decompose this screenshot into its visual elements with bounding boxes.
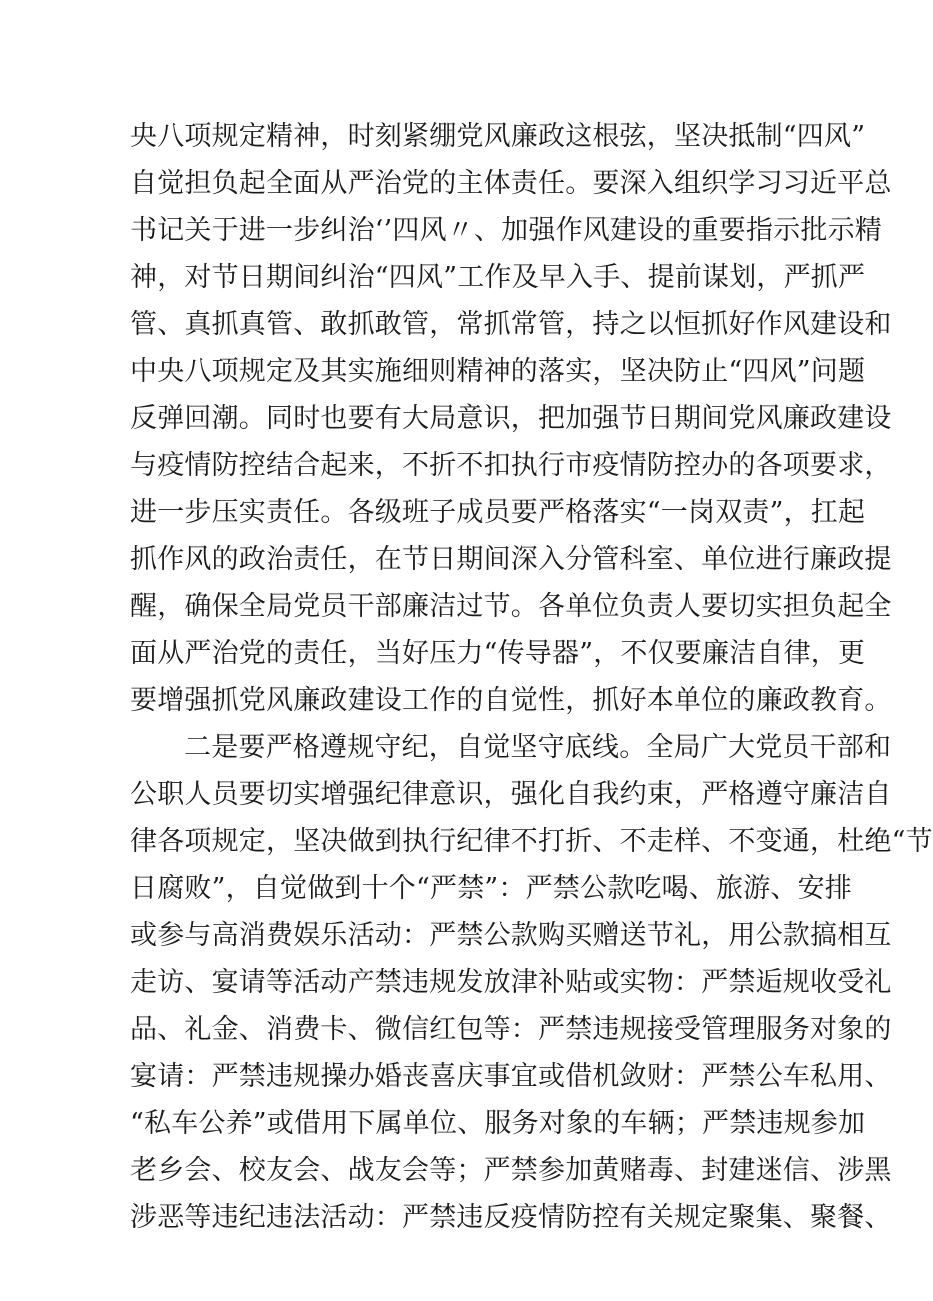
text-line: 品、礼金、消费卡、微信红包等：严禁违规接受管理服务对象的 bbox=[130, 1014, 892, 1045]
text-line: 醒，确保全局党员干部廉洁过节。各单位负责人要切实担负起全 bbox=[130, 591, 892, 622]
text-line: 抓作风的政治责任，在节日期间深入分管科室、单位进行廉政提 bbox=[130, 544, 892, 575]
text-line: 与疫情防控结合起来，不折不扣执行市疫情防控办的各项要求， bbox=[130, 450, 892, 481]
text-line: “私车公养”或借用下属单位、服务对象的车辆；严禁违规参加 bbox=[130, 1108, 866, 1139]
paragraph-start-line: 二是要严格遵规守纪，自觉坚守底线。全局广大党员干部和 bbox=[184, 732, 892, 763]
text-line: 面从严治党的责任，当好压力“传导器”，不仅要廉洁自律，更 bbox=[130, 638, 866, 669]
text-line: 老乡会、校友会、战友会等；严禁参加黄赌毒、封建迷信、涉黑 bbox=[130, 1155, 892, 1186]
text-line: 宴请：严禁违规操办婚丧喜庆事宜或借机敛财：严禁公车私用、 bbox=[130, 1061, 892, 1092]
text-line: 涉恶等违纪违法活动：严禁违反疫情防控有关规定聚集、聚餐、 bbox=[130, 1202, 892, 1233]
text-line: 日腐败”，自觉做到十个“严禁”：严禁公款吃喝、旅游、安排 bbox=[130, 873, 853, 904]
body-text bbox=[130, 113, 933, 1241]
text-line: 进一步压实责任。各级班子成员要严格落实“一岗双责”，扛起 bbox=[130, 497, 866, 528]
text-line: 公职人员要切实增强纪律意识，强化自我约束，严格遵守廉洁自 bbox=[130, 779, 892, 810]
text-line: 要增强抓党风廉政建设工作的自觉性，抓好本单位的廉政教育。 bbox=[130, 685, 892, 716]
text-line: 走访、宴请等活动产禁违规发放津补贴或实物：严禁逅规收受礼 bbox=[130, 967, 892, 998]
text-line: 书记关于进一步纠治‘’四风〃、加强作风建设的重要指示批示精 bbox=[130, 215, 882, 246]
text-line: 央八项规定精神，时刻紧绷党风廉政这根弦，坚决抵制“四风” bbox=[130, 121, 866, 152]
text-line: 或参与高消费娱乐活动：严禁公款购买赠送节礼，用公款搞相互 bbox=[130, 920, 892, 951]
text-line: 自觉担负起全面从严治党的主体责任。要深入组织学习习近平总 bbox=[130, 168, 892, 199]
text-line: 反弹回潮。同时也要有大局意识，把加强节日期间党风廉政建设 bbox=[130, 403, 892, 434]
text-line: 律各项规定，坚决做到执行纪律不打折、不走样、不变通，杜绝“节 bbox=[130, 826, 933, 857]
text-line: 管、真抓真管、敢抓敢管，常抓常管，持之以恒抓好作风建设和 bbox=[130, 309, 892, 340]
text-line: 中央八项规定及其实施细则精神的落实，坚决防止“四风”问题 bbox=[130, 356, 866, 387]
text-line: 神，对节日期间纠治“四风”工作及早入手、提前谋划，严抓严 bbox=[130, 262, 866, 293]
